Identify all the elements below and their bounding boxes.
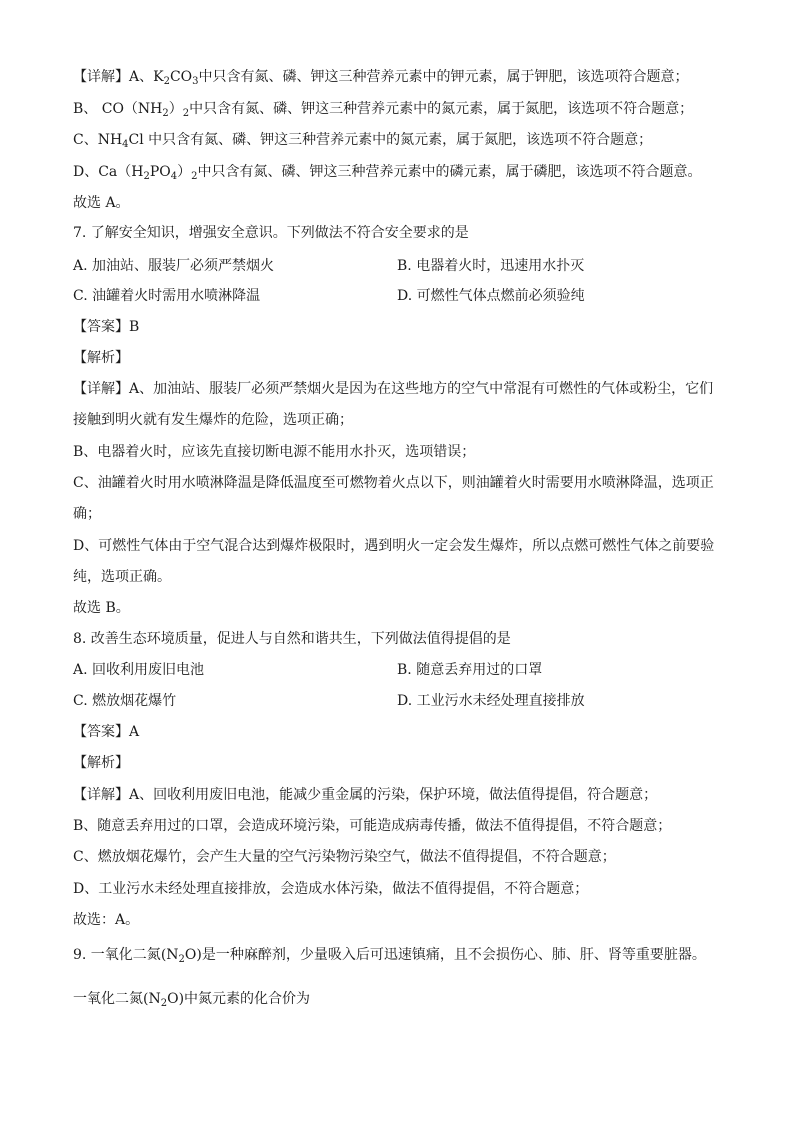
q8-analysis-heading: 【解析】 [73, 755, 129, 771]
q7-detail-line: 确； [73, 506, 101, 522]
question-8-stem: 8. 改善生态环境质量，促进人与自然和谐共生，下列做法值得提倡的是 [73, 631, 511, 647]
q7-detail-line: 纯，选项正确。 [73, 569, 171, 585]
q7-option-a: A. 加油站、服装厂必须严禁烟火 [73, 258, 275, 274]
question-9-stem-2: 一氧化二氮$(N_2O)$中氮元素的化合价为 [73, 991, 311, 1009]
formula: $(N_2O)$ [160, 947, 202, 965]
q8-detail-line: B、随意丢弃用过的口罩，会造成环境污染，可能造成病毒传播，做法不值得提倡，不符合题意； [73, 818, 672, 834]
q7-option-d: D. 可燃性气体点燃前必须验纯 [397, 288, 585, 304]
detail-tag: 【详解】 [73, 69, 129, 85]
q7-detail-line: B、电器着火时，应该先直接切断电源不能用水扑灭，选项错误； [73, 444, 476, 460]
q8-detail-line: 【详解】A、回收利用废旧电池，能减少重金属的污染，保护环境，做法值得提倡，符合题意； [73, 787, 658, 803]
q8-detail-line: D、工业污水未经处理直接排放，会造成水体污染，做法不值得提倡，不符合题意； [73, 881, 589, 897]
detail-line-d: D、$Ca(H_2PO_4)_2$中只含有氮、磷、钾这三种营养元素中的磷元素，属于磷肥，该选项不符合题意。 [73, 164, 702, 182]
q7-choose: 故选 B。 [73, 600, 130, 616]
q8-option-c: C. 燃放烟花爆竹 [73, 693, 177, 709]
q8-option-d: D. 工业污水未经处理直接排放 [397, 693, 585, 709]
q8-option-b: B. 随意丢弃用过的口罩 [397, 662, 543, 678]
q8-choose: 故选：A。 [73, 912, 140, 928]
q7-answer: 【答案】B [73, 319, 140, 335]
q7-option-c: C. 油罐着火时需用水喷淋降温 [73, 288, 261, 304]
q7-detail-line: 【详解】A、加油站、服装厂必须严禁烟火是因为在这些地方的空气中常混有可燃性的气体或粉尘，它们 [73, 381, 714, 397]
detail-line-b: B、 $CO(NH_2)_2$中只含有氮、磷、钾这三种营养元素中的氮元素，属于氮肥，该选项不符合题意； [73, 101, 694, 119]
q7-option-b: B. 电器着火时，迅速用水扑灭 [397, 258, 585, 274]
detail-line-a: 【详解】A、$K_2CO_3$中只含有氮、磷、钾这三种营养元素中的钾元素，属于钾肥，该选项符合题意； [73, 69, 689, 87]
q7-detail-line: C、油罐着火时用水喷淋降温是降低温度至可燃物着火点以下，则油罐着火时需要用水喷淋降温，选项正 [73, 475, 714, 491]
q7-detail-line: 接触到明火就有发生爆炸的危险，选项正确； [73, 412, 353, 428]
formula: $(N_2O)$ [143, 991, 185, 1009]
detail-line-c: C、$NH_4Cl$ 中只含有氮、磷、钾这三种营养元素中的氮元素，属于氮肥，该选项不符合题意； [73, 132, 653, 150]
q7-analysis-heading: 【解析】 [73, 350, 129, 366]
q8-detail-line: C、燃放烟花爆竹，会产生大量的空气污染物污染空气，做法不值得提倡，不符合题意； [73, 849, 616, 865]
question-9-stem: 9. 一氧化二氮$(N_2O)$是一种麻醉剂，少量吸入后可迅速镇痛，且不会损伤心、肺、肝、肾等重要脏器。 [73, 947, 706, 965]
question-7-stem: 7. 了解安全知识，增强安全意识。下列做法不符合安全要求的是 [73, 225, 469, 241]
q8-option-a: A. 回收利用废旧电池 [73, 662, 205, 678]
q7-detail-line: D、可燃性气体由于空气混合达到爆炸极限时，遇到明火一定会发生爆炸，所以点燃可燃性气体之前要验 [73, 538, 715, 554]
choose-line-q6: 故选 A。 [73, 195, 130, 211]
q8-answer: 【答案】A [73, 724, 140, 740]
